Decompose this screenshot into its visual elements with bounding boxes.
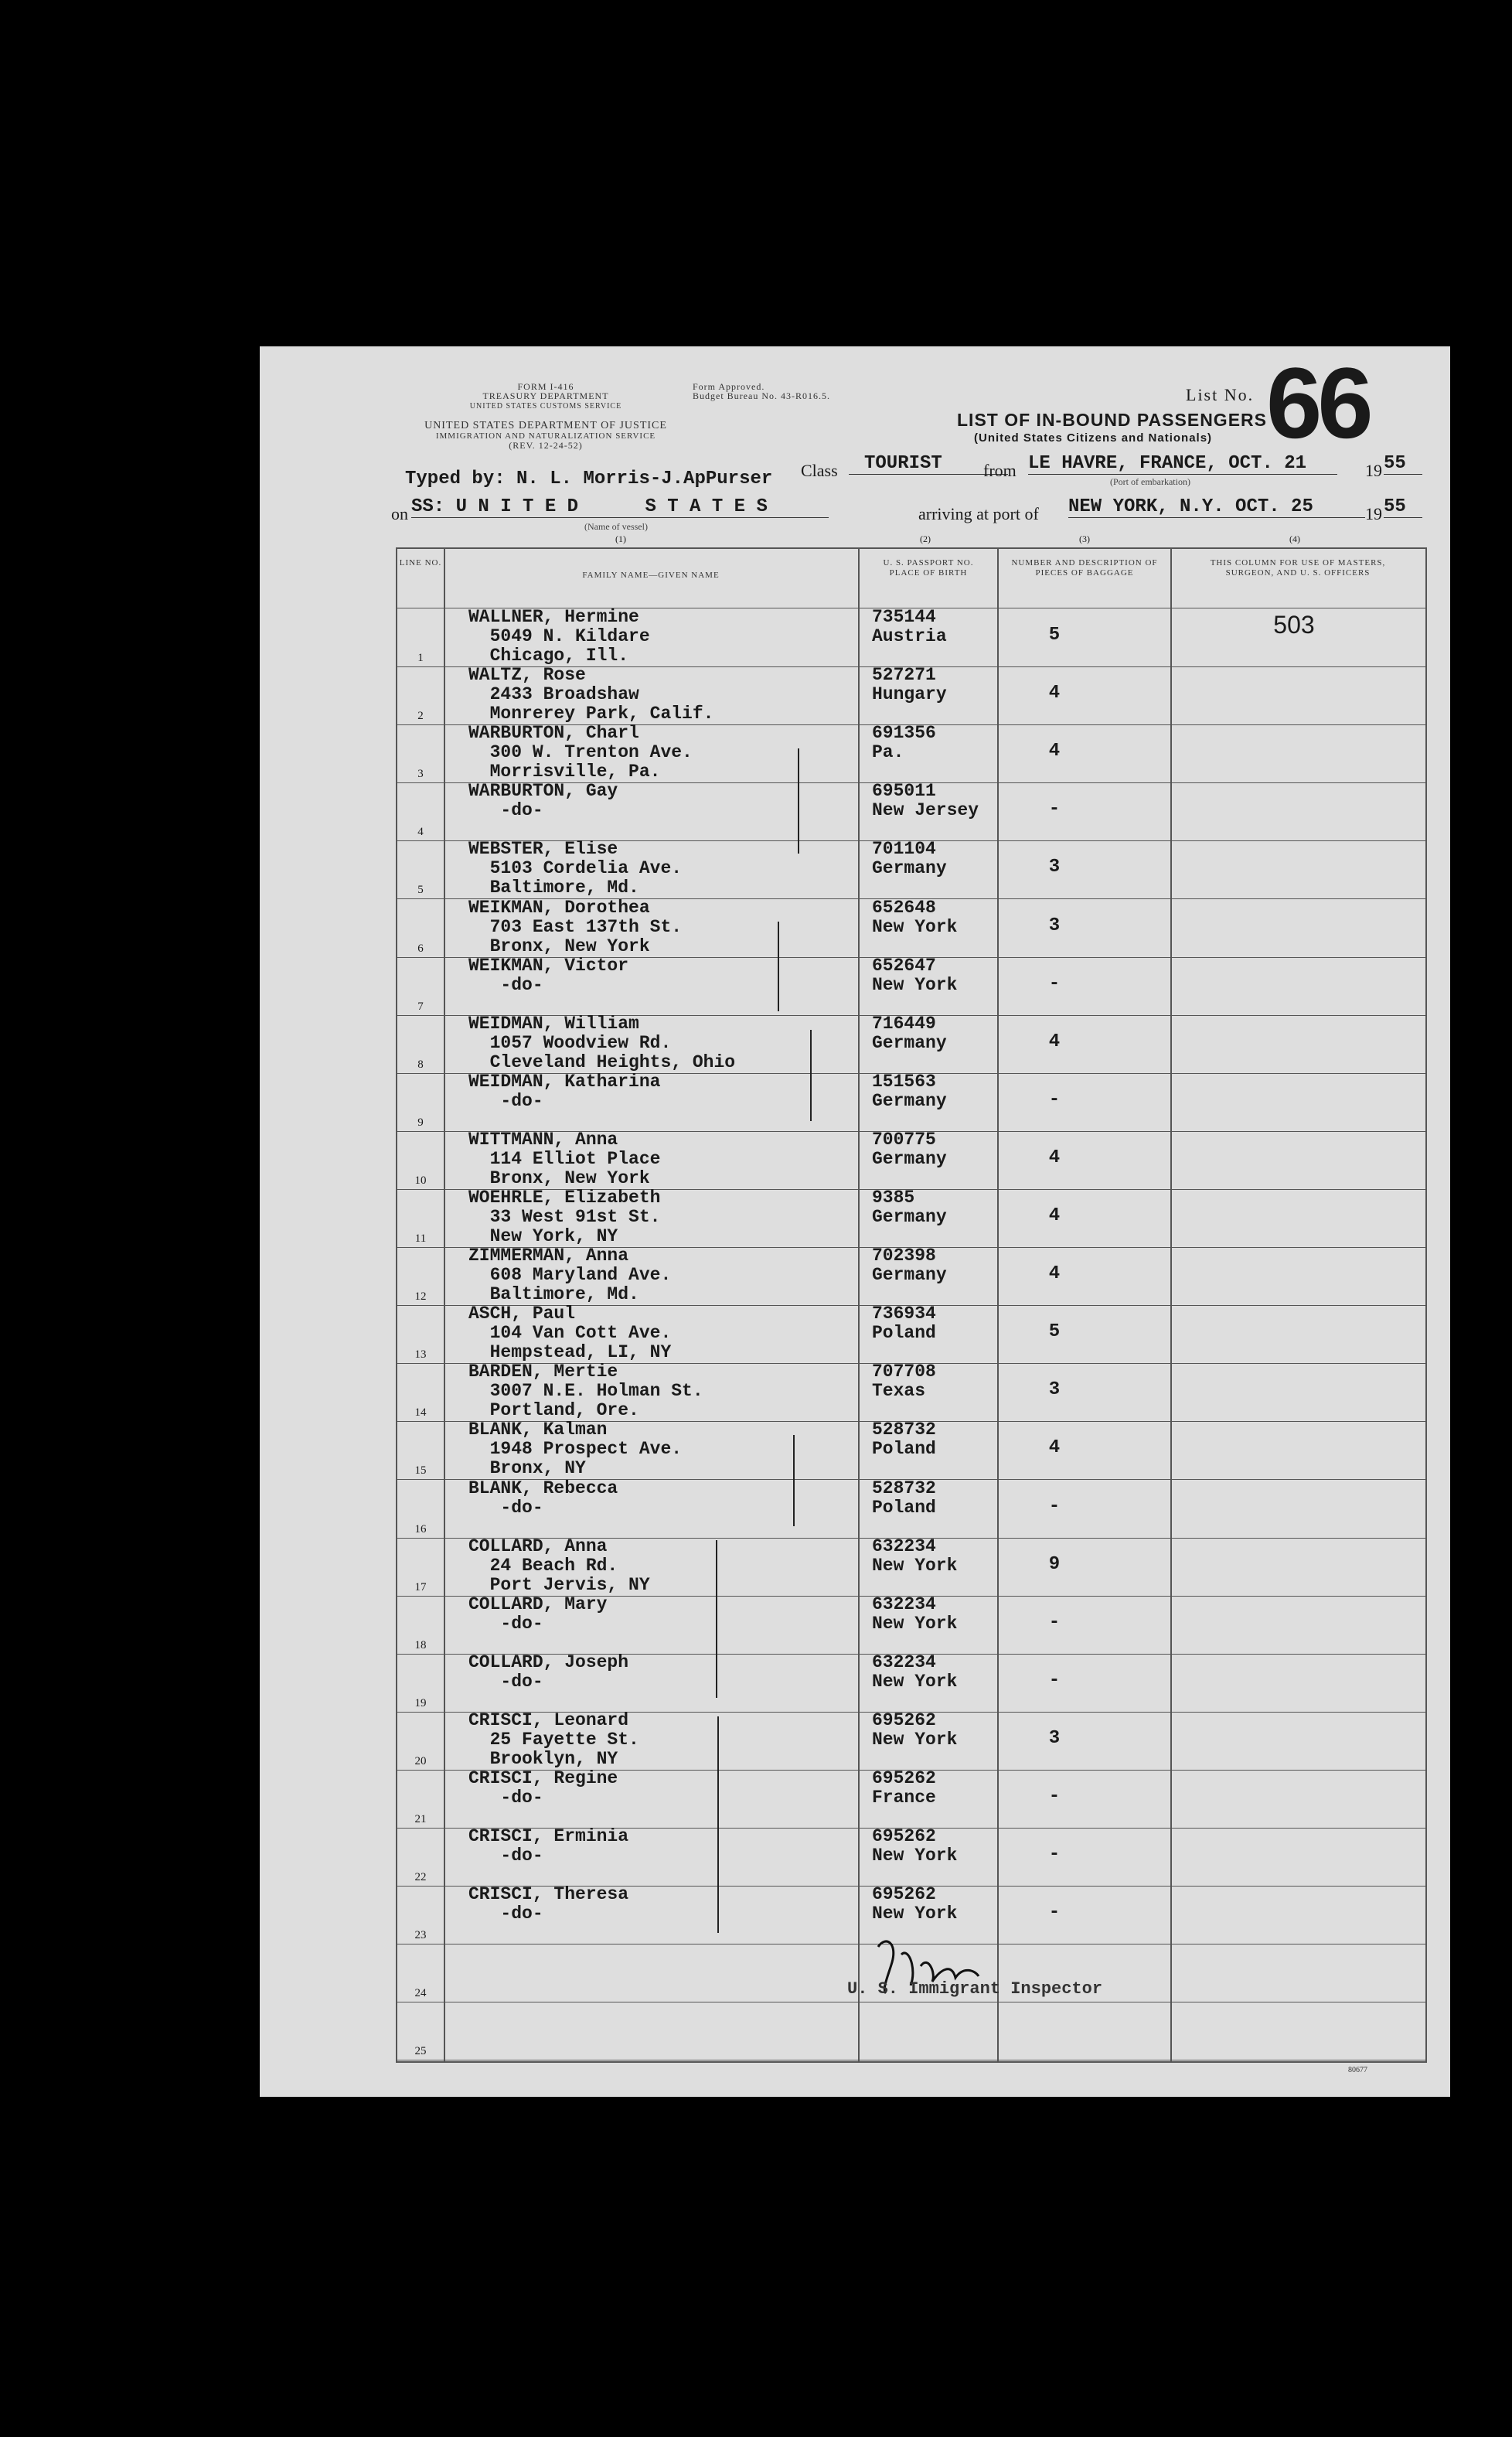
arrival-year: 55 [1384,496,1422,518]
passport-birthplace: 736934 Poland [872,1304,936,1344]
family-bracket [716,1540,717,1698]
year-prefix: 19 [1365,461,1382,480]
baggage-count: 3 [1048,1727,1061,1749]
col-num-1: (1) [615,533,626,544]
passport-birthplace: 652647 New York [872,955,958,995]
family-bracket [778,922,779,1011]
passenger-name-address: ASCH, Paul 104 Van Cott Ave. Hempstead, LI, NY [468,1304,672,1363]
table-row [397,2002,1425,2061]
budget-bureau: Budget Bureau No. 43-R016.5. [693,390,830,401]
line-number: 12 [414,1290,427,1304]
passport-birthplace: 528732 Poland [872,1420,936,1460]
table-row [397,667,1425,726]
passenger-name-address: WALLNER, Hermine 5049 N. Kildare Chicago, Ill. [468,607,650,666]
treasury-dept: TREASURY DEPARTMENT [482,390,609,401]
baggage-count: 4 [1048,741,1061,762]
line-number: 24 [414,1987,427,2000]
line-number: 7 [417,1000,424,1013]
revision-date: (REV. 12-24-52) [509,440,583,451]
table-row [397,1478,1425,1539]
col-header-officers: THIS COLUMN FOR USE OF MASTERS, SURGEON, AND U. S. OFFICERS [1210,558,1386,578]
baggage-count: 4 [1048,1437,1061,1459]
table-row [397,1535,1425,1597]
line-number: 3 [417,768,424,781]
passport-birthplace: 695262 New York [872,1709,958,1750]
ins-service: IMMIGRATION AND NATURALIZATION SERVICE [435,431,656,441]
table-row [397,783,1425,842]
line-number: 8 [417,1058,424,1071]
col-num-4: (4) [1289,533,1300,544]
passenger-name-address: CRISCI, Erminia -do- [468,1826,629,1866]
arrival-port: NEW YORK, N.Y. OCT. 25 [1068,496,1365,518]
baggage-count: 9 [1048,1553,1061,1575]
officer-notation: 503 [1273,611,1315,639]
family-bracket [798,748,799,854]
on-label: on [391,504,408,523]
line-number: 5 [417,884,424,897]
baggage-count: - [1048,1844,1061,1866]
inspector-label: U. S. Immigrant Inspector [847,1979,1103,1999]
table-row [397,1593,1425,1655]
baggage-count: 3 [1048,915,1061,936]
baggage-count: - [1048,1669,1061,1691]
line-number: 9 [417,1116,424,1129]
baggage-count: - [1048,1089,1061,1110]
line-number: 14 [414,1406,427,1420]
line-number: 23 [414,1929,427,1942]
baggage-count: - [1048,973,1061,994]
class-value: TOURIST [849,453,1008,475]
passport-birthplace: 701104 Germany [872,839,947,879]
baggage-count: 3 [1048,857,1061,878]
passport-birthplace: 632234 New York [872,1593,958,1634]
form-number: FORM I-416 [517,381,574,392]
passenger-name-address: WEIKMAN, Dorothea 703 East 137th St. Bronx, New York [468,897,683,956]
col-header-name: FAMILY NAME—GIVEN NAME [582,571,720,580]
passenger-name-address: COLLARD, Anna 24 Beach Rd. Port Jervis, NY [468,1535,650,1595]
arriving-label: arriving at port of [918,504,1039,523]
baggage-count: 4 [1048,683,1061,704]
passenger-name-address: BLANK, Rebecca -do- [468,1478,618,1518]
table-row [397,1248,1425,1307]
line-number: 22 [414,1871,427,1884]
family-bracket [793,1435,795,1526]
passport-birthplace: 707708 Texas [872,1362,936,1402]
passport-birthplace: 702398 Germany [872,1246,947,1286]
passenger-name-address: WEIDMAN, William 1057 Woodview Rd. Cleveland Heights, Ohio [468,1013,736,1072]
baggage-count: 5 [1048,1321,1061,1343]
passport-birthplace: 716449 Germany [872,1013,947,1053]
passport-birthplace: 9385 Germany [872,1188,947,1227]
table-row [397,1651,1425,1713]
list-label: List No. [1186,385,1255,404]
baggage-count: 4 [1048,1147,1061,1168]
passport-birthplace: 151563 Germany [872,1071,947,1111]
typed-by: Typed by: N. L. Morris-J.ApPurser [405,469,773,489]
year-prefix: 19 [1365,504,1382,523]
passport-birthplace: 527271 Hungary [872,665,947,705]
passenger-name-address: CRISCI, Theresa -do- [468,1884,629,1924]
passport-birthplace: 691356 Pa. [872,723,936,763]
vessel-caption: (Name of vessel) [584,521,648,532]
passenger-table [396,547,1427,2063]
passenger-name-address: WOEHRLE, Elizabeth 33 West 91st St. New York, NY [468,1188,661,1246]
passport-birthplace: 632234 New York [872,1651,958,1692]
table-row [397,841,1425,900]
line-number: 13 [414,1348,427,1362]
line-number: 2 [417,710,424,723]
table-row [397,1190,1425,1249]
passenger-name-address: COLLARD, Joseph -do- [468,1651,629,1692]
line-number: 6 [417,942,424,955]
passenger-name-address: BLANK, Kalman 1948 Prospect Ave. Bronx, NY [468,1420,683,1479]
baggage-count: 5 [1048,625,1061,646]
col-num-3: (3) [1079,533,1090,544]
table-row [397,725,1425,784]
justice-dept: UNITED STATES DEPARTMENT OF JUSTICE [424,420,667,431]
embarkation-caption: (Port of embarkation) [1110,476,1190,487]
embarkation-port: LE HAVRE, FRANCE, OCT. 21 [1028,453,1337,475]
line-number: 18 [414,1638,427,1651]
line-number: 15 [414,1464,427,1478]
passport-birthplace: 632234 New York [872,1535,958,1576]
passport-birthplace: 735144 Austria [872,607,947,646]
baggage-count: - [1048,1902,1061,1924]
baggage-count: 4 [1048,1031,1061,1052]
table-row [397,955,1425,1017]
footer-code: 80677 [1348,2066,1367,2074]
from-label: from [983,461,1017,480]
line-number: 19 [414,1696,427,1709]
table-row [397,897,1425,959]
baggage-count: 4 [1048,1205,1061,1226]
col-header-line: LINE NO. [399,558,442,567]
line-number: 16 [414,1522,427,1535]
line-number: 20 [414,1754,427,1767]
vessel-name: SS: U N I T E D S T A T E S [411,496,829,518]
table-row [397,1306,1425,1365]
table-row [397,609,1425,668]
table-row [397,1071,1425,1133]
passenger-name-address: WARBURTON, Gay -do- [468,781,618,821]
line-number: 10 [414,1174,427,1187]
col-num-2: (2) [920,533,931,544]
document-subtitle: (United States Citizens and Nationals) [974,431,1213,445]
passport-birthplace: 695011 New Jersey [872,781,979,821]
passenger-name-address: WALTZ, Rose 2433 Broadshaw Monrerey Park, Calif. [468,665,714,724]
table-row [397,1768,1425,1829]
col-header-passport: U. S. PASSPORT NO. PLACE OF BIRTH [883,558,974,578]
line-number: 21 [414,1813,427,1825]
baggage-count: 3 [1048,1379,1061,1401]
table-row [397,1422,1425,1481]
passenger-name-address: WEIKMAN, Victor -do- [468,955,629,995]
manifest-page [260,346,1450,2097]
baggage-count: - [1048,1786,1061,1807]
baggage-count: 4 [1048,1263,1061,1285]
document-title: LIST OF IN-BOUND PASSENGERS [957,410,1267,430]
passenger-name-address: CRISCI, Leonard 25 Fayette St. Brooklyn, NY [468,1709,639,1769]
col-header-baggage: NUMBER AND DESCRIPTION OF PIECES OF BAGGAGE [1011,558,1158,578]
passenger-name-address: WEIDMAN, Katharina -do- [468,1071,661,1111]
passenger-name-address: WITTMANN, Anna 114 Elliot Place Bronx, New York [468,1129,661,1188]
passport-birthplace: 695262 New York [872,1826,958,1866]
baggage-count: - [1048,1495,1061,1517]
baggage-count: - [1048,1611,1061,1633]
list-number: 66 [1266,346,1369,459]
line-number: 4 [417,826,424,839]
passenger-name-address: WEBSTER, Elise 5103 Cordelia Ave. Baltimore, Md. [468,839,683,898]
passport-birthplace: 700775 Germany [872,1129,947,1169]
table-row [397,1364,1425,1423]
class-label: Class [801,461,838,480]
passenger-name-address: COLLARD, Mary -do- [468,1593,608,1634]
passenger-name-address: WARBURTON, Charl 300 W. Trenton Ave. Morrisville, Pa. [468,723,693,782]
line-number: 11 [414,1232,427,1245]
table-row [397,1013,1425,1075]
line-number: 25 [414,2045,427,2058]
passport-birthplace: 695262 France [872,1768,936,1808]
form-approved: Form Approved. [693,381,765,392]
table-row [397,1709,1425,1771]
family-bracket [717,1716,719,1933]
passenger-name-address: CRISCI, Regine -do- [468,1768,618,1808]
baggage-count: - [1048,799,1061,820]
passenger-name-address: BARDEN, Mertie 3007 N.E. Holman St. Portland, Ore. [468,1362,703,1421]
line-number: 17 [414,1580,427,1593]
passport-birthplace: 695262 New York [872,1884,958,1924]
from-year: 55 [1384,453,1422,475]
passport-birthplace: 528732 Poland [872,1478,936,1518]
customs-service: UNITED STATES CUSTOMS SERVICE [469,402,622,411]
passport-birthplace: 652648 New York [872,897,958,937]
family-bracket [810,1030,812,1121]
line-number: 1 [417,652,424,664]
passenger-name-address: ZIMMERMAN, Anna 608 Maryland Ave. Baltimore, Md. [468,1246,672,1305]
table-row [397,1129,1425,1191]
table-row [397,1826,1425,1887]
